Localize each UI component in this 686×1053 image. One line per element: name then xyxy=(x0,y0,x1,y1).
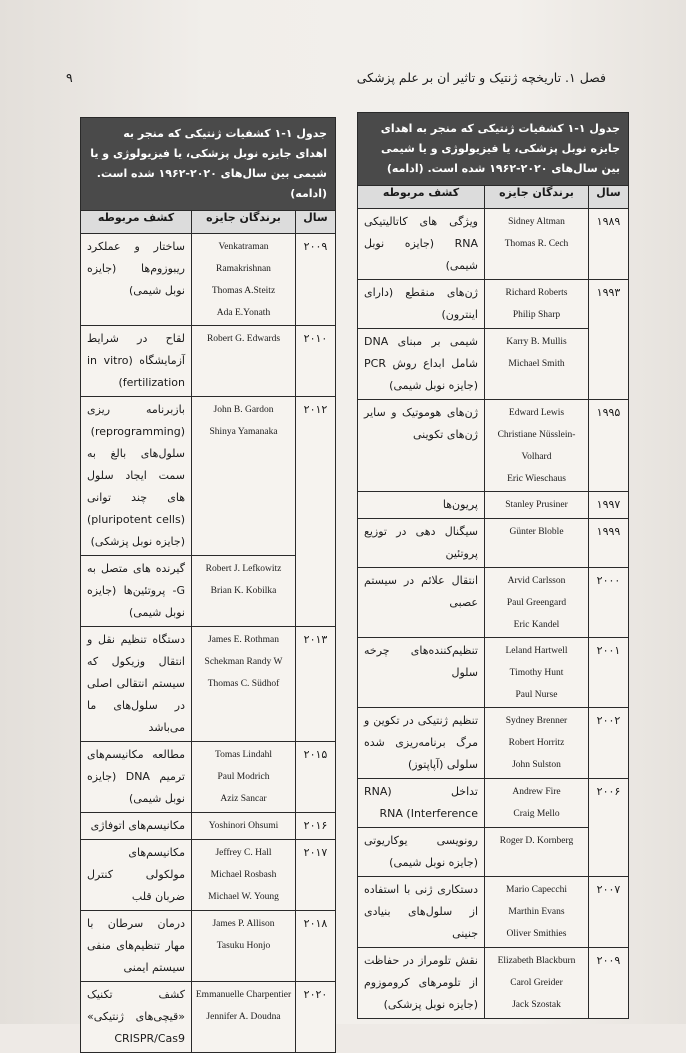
year-cell: ۲۰۰۹ xyxy=(296,234,336,326)
winner-name: Eric Wieschaus xyxy=(507,474,566,484)
winner-name: Roger D. Kornberg xyxy=(499,836,574,846)
year-cell: ۲۰۲۰ xyxy=(296,982,336,1053)
discovery-cell: پریون‌ها xyxy=(358,492,485,519)
discovery-cell: مکانیسم‌های اتوفاژی xyxy=(81,813,192,840)
table-row xyxy=(358,948,629,1019)
table-row xyxy=(81,326,336,397)
discovery-cell: ساختار و عملکرد ریبوزوم‌ها (جایزه نوبل شیمی) xyxy=(81,234,192,326)
winner-name: Sidney Altman xyxy=(508,217,565,227)
year-cell: ۲۰۱۰ xyxy=(296,326,336,397)
discovery-cell: رونویسی یوکاریوتی (جایزه نوبل شیمی) xyxy=(358,828,485,877)
table-row xyxy=(81,627,336,742)
winners-cell xyxy=(192,982,296,1053)
winners-cell xyxy=(192,627,296,742)
year-cell: ۲۰۰۰ xyxy=(589,568,629,638)
winners-cell xyxy=(192,326,296,397)
year-cell: ۱۹۹۳ xyxy=(589,280,629,400)
table-row xyxy=(81,911,336,982)
winner-name: Robert J. Lefkowitz xyxy=(205,564,282,574)
table-row xyxy=(81,397,336,556)
page-number: ۹ xyxy=(66,70,73,85)
discovery-cell: ژن‌های منقطع (دارای اینترون) xyxy=(358,280,485,329)
table-row xyxy=(81,742,336,813)
winners-cell xyxy=(485,568,589,638)
year-cell: ۲۰۱۷ xyxy=(296,840,336,911)
winners-cell xyxy=(485,329,589,400)
winner-name: Craig Mello xyxy=(513,809,560,819)
winner-name: Thomas C. Südhof xyxy=(207,679,280,689)
winner-name: Paul Greengard xyxy=(506,598,567,608)
winners-cell xyxy=(485,828,589,877)
winners-cell xyxy=(192,397,296,556)
table-row xyxy=(358,492,629,519)
winners-cell xyxy=(485,948,589,1019)
year-cell: ۲۰۱۳ xyxy=(296,627,336,742)
winners-cell xyxy=(192,813,296,840)
discovery-cell: ویژگی های کاتالیتیکی RNA (جایزه نوبل شیمی) xyxy=(358,209,485,280)
winner-name: Mario Capecchi xyxy=(506,885,567,895)
table-row xyxy=(81,234,336,326)
winner-name: Tasuku Honjo xyxy=(216,941,271,951)
winner-name: John Sulston xyxy=(512,760,561,770)
discovery-cell: نقش تلومراز در حفاظت از تلومرهای کروموزوم (جایزه نوبل پزشکی) xyxy=(358,948,485,1019)
discovery-cell: سیگنال دهی در توزیع پروتئین xyxy=(358,519,485,568)
winners-cell xyxy=(485,708,589,779)
winner-name: Shinya Yamanaka xyxy=(209,427,278,437)
year-cell: ۲۰۰۹ xyxy=(589,948,629,1019)
table-row xyxy=(358,828,629,877)
discovery-cell: تداخل (RNA Interference) RNA xyxy=(358,779,485,828)
discovery-cell: بازبرنامه ریزی (reprogramming) سلول‌های بالغ به سمت ایجاد سلول های چند توانی (pluripotent cells) (جایزه نوبل پزشکی) xyxy=(81,397,192,556)
winners-cell xyxy=(485,400,589,492)
table-row xyxy=(358,400,629,492)
table-row xyxy=(81,813,336,840)
winner-name: Michael Rosbash xyxy=(210,870,277,880)
winners-cell xyxy=(485,877,589,948)
winner-name: Yoshinori Ohsumi xyxy=(208,821,279,831)
winner-name: Günter Bloble xyxy=(509,527,564,537)
year-cell: ۱۹۹۷ xyxy=(589,492,629,519)
table-row xyxy=(81,982,336,1053)
discovery-cell: دستگاه تنظیم نقل و انتقال وزیکول که سیستم انتقالی اصلی در سلول‌های ما می‌باشد xyxy=(81,627,192,742)
discovery-cell: لقاح در شرایط آزمایشگاه (in vitro fertilization) xyxy=(81,326,192,397)
header-winners: برندگان جایزه xyxy=(192,211,296,234)
winner-name: Jennifer A. Doudna xyxy=(206,1012,281,1022)
discovery-cell: دستکاری ژنی با استفاده از سلول‌های بنیادی جنینی xyxy=(358,877,485,948)
discovery-cell: درمان سرطان با مهار تنظیم‌های منفی سیستم ایمنی xyxy=(81,911,192,982)
winner-name: James E. Rothman xyxy=(208,635,279,645)
winner-name: Emmanuelle Charpentier xyxy=(195,990,292,1000)
table-row xyxy=(358,568,629,638)
discovery-cell: تنظیم‌کننده‌های چرخه سلول xyxy=(358,638,485,708)
year-cell: ۲۰۰۲ xyxy=(589,708,629,779)
winner-name: Leland Hartwell xyxy=(505,646,568,656)
winners-cell xyxy=(485,209,589,280)
winner-name: Paul Nurse xyxy=(515,690,558,700)
header-year: سال xyxy=(589,186,629,209)
winner-name: Robert G. Edwards xyxy=(206,334,281,344)
winner-name: Christiane Nüsslein-Volhard xyxy=(497,430,576,462)
winners-cell xyxy=(192,234,296,326)
table-row xyxy=(358,209,629,280)
winner-name: Andrew Fire xyxy=(512,787,561,797)
winner-name: Marthin Evans xyxy=(508,907,565,917)
winner-name: Thomas R. Cech xyxy=(504,239,569,249)
winners-cell xyxy=(192,840,296,911)
year-cell: ۲۰۰۱ xyxy=(589,638,629,708)
winner-name: Eric Kandel xyxy=(513,620,560,630)
year-cell: ۲۰۱۸ xyxy=(296,911,336,982)
winner-name: John B. Gardon xyxy=(213,405,274,415)
year-cell: ۲۰۱۶ xyxy=(296,813,336,840)
winner-name: Aziz Sancar xyxy=(220,794,267,804)
winner-name: Elizabeth Blackburn xyxy=(497,956,576,966)
winner-name: Tomas Lindahl xyxy=(214,750,273,760)
table-header-row xyxy=(358,186,629,209)
winner-name: Jeffrey C. Hall xyxy=(215,848,272,858)
winner-name: Carol Greider xyxy=(510,978,563,988)
table-row xyxy=(358,329,629,400)
winners-cell xyxy=(485,638,589,708)
winner-name: Stanley Prusiner xyxy=(505,500,568,510)
running-header xyxy=(66,70,606,85)
winner-name: Jack Szostak xyxy=(512,1000,561,1010)
header-discovery: کشف مربوطه xyxy=(81,211,192,234)
header-year: سال xyxy=(296,211,336,234)
winner-name: Robert Horritz xyxy=(508,738,565,748)
table-row xyxy=(358,708,629,779)
winners-cell xyxy=(192,742,296,813)
year-cell: ۱۹۹۹ xyxy=(589,519,629,568)
table-row xyxy=(358,779,629,828)
discovery-cell: شیمی بر مبنای DNA شامل ابداع روش PCR (جایزه نوبل شیمی) xyxy=(358,329,485,400)
discovery-cell: کشف تکنیک «قیچی‌های ژنتیکی» CRISPR/Cas9 xyxy=(81,982,192,1053)
winners-cell xyxy=(485,492,589,519)
winner-name: Venkatraman Ramakrishnan xyxy=(216,242,271,274)
table-row xyxy=(358,519,629,568)
winner-name: Schekman Randy W xyxy=(204,657,283,667)
winner-name: Ada E.Yonath xyxy=(216,308,271,318)
year-cell: ۱۹۸۹ xyxy=(589,209,629,280)
winners-cell xyxy=(485,519,589,568)
winners-cell xyxy=(192,556,296,627)
winner-name: James P. Allison xyxy=(212,919,275,929)
table-caption: جدول ۱-۱ کشفیات ژنتیکی که منجر به اهدای جایزه نوبل پزشکی، یا فیزیولوژی و یا شیمی بین سال‌های ۲۰۲۰-۱۹۶۲ شده است. (ادامه) xyxy=(358,113,629,186)
table-row xyxy=(81,840,336,911)
year-cell: ۲۰۰۷ xyxy=(589,877,629,948)
table-caption: جدول ۱-۱ کشفیات ژنتیکی که منجر به اهدای جایزه نوبل پزشکی، یا فیزیولوژی و یا شیمی بین سال‌های ۲۰۲۰-۱۹۶۲ شده است. (ادامه) xyxy=(81,118,336,211)
nobel-table-right xyxy=(357,112,629,1019)
winner-name: Sydney Brenner xyxy=(505,716,568,726)
winner-name: Paul Modrich xyxy=(217,772,270,782)
winners-cell xyxy=(485,779,589,828)
discovery-cell: مطالعه مکانیسم‌های ترمیم DNA (جایزه نوبل شیمی) xyxy=(81,742,192,813)
winners-cell xyxy=(192,911,296,982)
header-winners: برندگان جایزه xyxy=(485,186,589,209)
discovery-cell: گیرنده های متصل به G- پروتئین‌ها (جایزه نوبل شیمی) xyxy=(81,556,192,627)
winner-name: Arvid Carlsson xyxy=(507,576,566,586)
winner-name: Richard Roberts xyxy=(505,288,568,298)
winner-name: Karry B. Mullis xyxy=(506,337,567,347)
table-row xyxy=(358,638,629,708)
table-row xyxy=(358,280,629,329)
winner-name: Michael W. Young xyxy=(208,892,279,902)
table-row xyxy=(358,877,629,948)
discovery-cell: ژن‌های هوموتیک و سایر ژن‌های تکوینی xyxy=(358,400,485,492)
discovery-cell: انتقال علائم در سیستم عصبی xyxy=(358,568,485,638)
winner-name: Edward Lewis xyxy=(508,408,565,418)
winner-name: Thomas A.Steitz xyxy=(211,286,276,296)
winner-name: Philip Sharp xyxy=(512,310,561,320)
year-cell: ۲۰۱۵ xyxy=(296,742,336,813)
winner-name: Oliver Smithies xyxy=(506,929,567,939)
discovery-cell: مکانیسم‌های مولکولی کنترل ضربان قلب xyxy=(81,840,192,911)
year-cell: ۲۰۰۶ xyxy=(589,779,629,877)
table-header-row xyxy=(81,211,336,234)
nobel-table-left xyxy=(80,117,336,1053)
year-cell: ۱۹۹۵ xyxy=(589,400,629,492)
winner-name: Timothy Hunt xyxy=(509,668,564,678)
winner-name: Michael Smith xyxy=(508,359,565,369)
winner-name: Brian K. Kobilka xyxy=(210,586,277,596)
winners-cell xyxy=(485,280,589,329)
year-cell: ۲۰۱۲ xyxy=(296,397,336,627)
header-discovery: کشف مربوطه xyxy=(358,186,485,209)
chapter-title: فصل ۱. تاریخچه ژنتیک و تاثیر ان بر علم پزشکی xyxy=(356,70,606,85)
discovery-cell: تنظیم ژنتیکی در تکوین و مرگ برنامه‌ریزی شده سلولی (آپاپتوز) xyxy=(358,708,485,779)
